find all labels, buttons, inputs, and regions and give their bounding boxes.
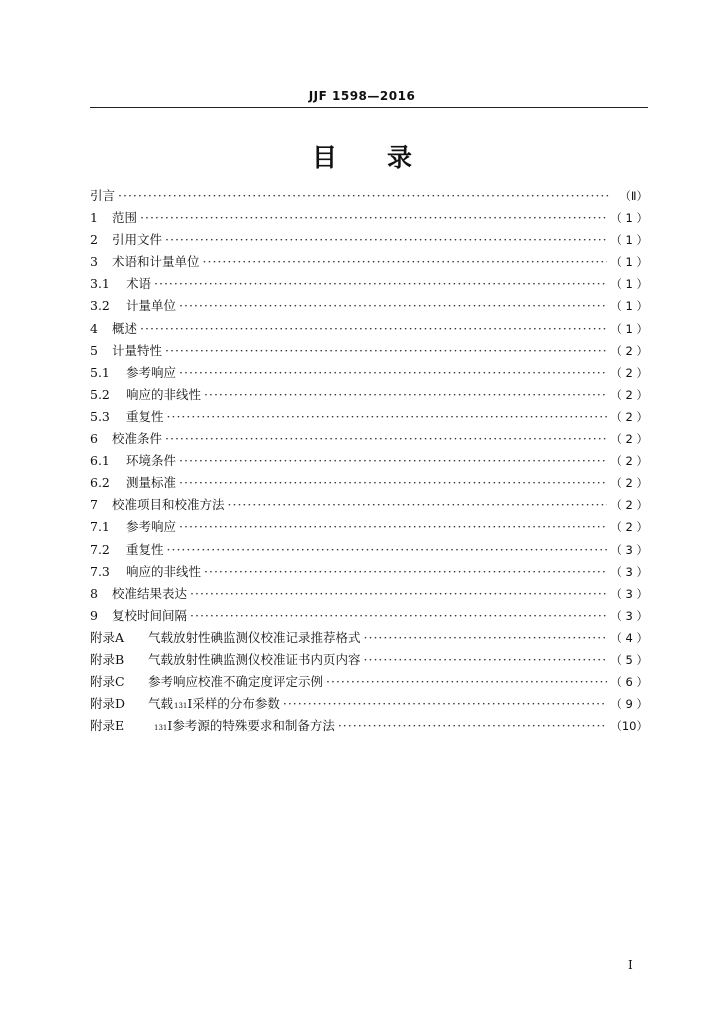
toc-leader-dots xyxy=(326,674,607,689)
toc-entry[interactable] xyxy=(90,495,648,517)
toc-entry-label: 范围 xyxy=(112,210,138,226)
toc-entry-number: 5.3 xyxy=(90,408,110,424)
toc-entry[interactable] xyxy=(90,451,648,473)
toc-entry-label: 重复性 xyxy=(126,408,164,424)
toc-entry-number: 6.2 xyxy=(90,475,110,491)
toc-entry-number: 3.1 xyxy=(90,276,110,292)
toc-entry[interactable] xyxy=(90,252,648,274)
toc-entry-label: 测量标准 xyxy=(126,475,177,491)
toc-entry-label-continued: I采样的分布参数 xyxy=(187,696,280,712)
toc-entry[interactable] xyxy=(90,407,648,429)
toc-leader-dots xyxy=(179,298,607,313)
toc-entry-label: 气载 xyxy=(148,696,174,712)
toc-entry-superscript: 131 xyxy=(174,702,188,711)
toc-title-char-2: 录 xyxy=(387,143,413,172)
toc-entry-page: （ 2 ） xyxy=(610,432,648,447)
toc-entry-number: 7.2 xyxy=(90,541,110,557)
toc-entry-number: 5 xyxy=(90,342,98,358)
toc-entry-label: 计量单位 xyxy=(126,298,177,314)
toc-entry[interactable] xyxy=(90,473,648,495)
toc-entry-number: 附录A xyxy=(90,629,125,645)
toc-entry-label: 引言 xyxy=(90,188,116,203)
toc-leader-dots xyxy=(190,586,607,601)
toc-entry-page: （ 1 ） xyxy=(610,211,648,226)
toc-entry[interactable] xyxy=(90,562,648,584)
toc-entry-page: （ 2 ） xyxy=(610,365,648,380)
toc-entry-label: 校准结果表达 xyxy=(112,585,188,601)
toc-entry-label-continued: I参考源的特殊要求和制备方法 xyxy=(167,718,335,734)
toc-leader-dots xyxy=(179,519,607,534)
toc-leader-dots xyxy=(165,232,607,247)
toc-entry-page: （ 4 ） xyxy=(610,630,648,645)
toc-leader-dots xyxy=(165,343,607,358)
toc-entry-page: （ 9 ） xyxy=(610,697,648,712)
toc-entry-page: （ 3 ） xyxy=(610,564,648,579)
toc-entry-label: 响应的非线性 xyxy=(126,563,202,579)
toc-entry-label: 术语 xyxy=(126,276,152,292)
toc-entry-number: 5.1 xyxy=(90,364,110,380)
toc-entry-number: 附录C xyxy=(90,674,125,690)
toc-entry-number: 附录D xyxy=(90,696,126,712)
toc-leader-dots xyxy=(179,365,607,380)
toc-entry-label: 校准项目和校准方法 xyxy=(112,497,225,513)
toc-entry-number: 4 xyxy=(90,320,98,336)
toc-entry-page: （ 2 ） xyxy=(610,476,648,491)
toc-entry-label: 参考响应 xyxy=(126,364,177,380)
toc-title xyxy=(0,138,724,174)
toc-entry[interactable] xyxy=(90,584,648,606)
toc-entry-page: （ 3 ） xyxy=(610,608,648,623)
toc-entry-label: 气载放射性碘监测仪校准证书内页内容 xyxy=(148,651,361,667)
toc-leader-dots xyxy=(165,431,607,446)
toc-leader-dots xyxy=(190,608,607,623)
toc-leader-dots xyxy=(204,387,607,402)
toc-leader-dots xyxy=(283,696,608,711)
toc-entry-page: （ 6 ） xyxy=(610,675,648,690)
toc-entry[interactable] xyxy=(90,363,648,385)
toc-leader-dots xyxy=(140,321,607,336)
toc-entry-page: （ 2 ） xyxy=(610,454,648,469)
toc-entry-number: 9 xyxy=(90,607,98,623)
toc-entry-label: 概述 xyxy=(112,320,138,336)
toc-entry[interactable] xyxy=(90,694,648,716)
toc-entry-label: 校准条件 xyxy=(112,431,163,447)
toc-entry-label: 环境条件 xyxy=(126,453,177,469)
toc-entry[interactable] xyxy=(90,385,648,407)
toc-leader-dots xyxy=(179,475,607,490)
header-rule xyxy=(90,107,648,108)
toc-entry[interactable] xyxy=(90,230,648,252)
table-of-contents xyxy=(90,186,648,738)
toc-entry-page: （ 1 ） xyxy=(610,321,648,336)
toc-leader-dots xyxy=(179,453,607,468)
toc-entry-label: 气载放射性碘监测仪校准记录推荐格式 xyxy=(148,629,361,645)
toc-entry-label: 重复性 xyxy=(126,541,164,557)
toc-leader-dots xyxy=(118,188,611,203)
toc-leader-dots xyxy=(203,254,608,269)
toc-entry[interactable] xyxy=(90,341,648,363)
toc-entry-label: 引用文件 xyxy=(112,232,163,248)
toc-leader-dots xyxy=(228,497,608,512)
toc-entry-number: 2 xyxy=(90,232,98,248)
toc-leader-dots xyxy=(154,276,607,291)
toc-entry-number: 附录B xyxy=(90,651,125,667)
toc-entry-page: （10） xyxy=(610,719,648,734)
toc-entry-page: （ 1 ） xyxy=(610,255,648,270)
toc-entry-label: 参考响应校准不确定度评定示例 xyxy=(148,674,324,690)
toc-leader-dots xyxy=(167,409,608,424)
toc-leader-dots xyxy=(338,718,608,733)
toc-entry-page: （ 1 ） xyxy=(610,277,648,292)
document-code-header: JJF 1598—2016 xyxy=(308,89,416,103)
toc-entry-number: 3.2 xyxy=(90,298,110,314)
toc-entry[interactable] xyxy=(90,628,648,650)
toc-entry-label: 复校时间间隔 xyxy=(112,607,188,623)
footer-page-number: Ⅰ xyxy=(628,958,633,972)
toc-entry[interactable] xyxy=(90,296,648,318)
toc-entry-page: （ 1 ） xyxy=(610,233,648,248)
toc-entry[interactable] xyxy=(90,650,648,672)
toc-entry-page: （ 3 ） xyxy=(610,586,648,601)
toc-entry-page: （Ⅱ） xyxy=(619,189,648,203)
toc-entry-superscript: 131 xyxy=(154,724,168,733)
toc-leader-dots xyxy=(167,542,608,557)
toc-entry-label: 参考响应 xyxy=(126,519,177,535)
toc-entry[interactable] xyxy=(90,606,648,628)
toc-entry-number: 6 xyxy=(90,431,98,447)
toc-entry[interactable] xyxy=(90,274,648,296)
toc-entry-label: 术语和计量单位 xyxy=(112,254,200,270)
toc-entry-number: 7.1 xyxy=(90,519,110,535)
toc-entry-page: （ 3 ） xyxy=(610,542,648,557)
toc-entry-number: 3 xyxy=(90,254,98,270)
toc-title-char-1: 目 xyxy=(311,143,337,172)
toc-entry[interactable] xyxy=(90,540,648,562)
toc-leader-dots xyxy=(204,564,607,579)
toc-entry-number: 8 xyxy=(90,585,98,601)
toc-entry[interactable] xyxy=(90,319,648,341)
toc-entry-number: 7.3 xyxy=(90,563,110,579)
toc-entry[interactable] xyxy=(90,716,648,738)
toc-entry-number: 7 xyxy=(90,497,98,513)
toc-entry-page: （ 2 ） xyxy=(610,343,648,358)
toc-leader-dots xyxy=(364,652,608,667)
toc-entry-page: （ 2 ） xyxy=(610,498,648,513)
toc-leader-dots xyxy=(364,630,608,645)
toc-entry-number: 5.2 xyxy=(90,386,110,402)
toc-entry[interactable] xyxy=(90,186,648,208)
toc-entry[interactable] xyxy=(90,208,648,230)
toc-entry-page: （ 5 ） xyxy=(610,652,648,667)
toc-entry-number: 1 xyxy=(90,210,98,226)
toc-entry-number: 6.1 xyxy=(90,453,110,469)
toc-entry[interactable] xyxy=(90,517,648,539)
toc-entry-page: （ 2 ） xyxy=(610,409,648,424)
toc-entry[interactable] xyxy=(90,429,648,451)
toc-entry-label: 响应的非线性 xyxy=(126,386,202,402)
toc-entry-page: （ 2 ） xyxy=(610,387,648,402)
toc-leader-dots xyxy=(140,210,607,225)
toc-entry-label: 计量特性 xyxy=(112,342,163,358)
toc-entry-page: （ 1 ） xyxy=(610,299,648,314)
toc-entry-page: （ 2 ） xyxy=(610,520,648,535)
toc-entry-number: 附录E xyxy=(90,718,125,734)
toc-entry[interactable] xyxy=(90,672,648,694)
